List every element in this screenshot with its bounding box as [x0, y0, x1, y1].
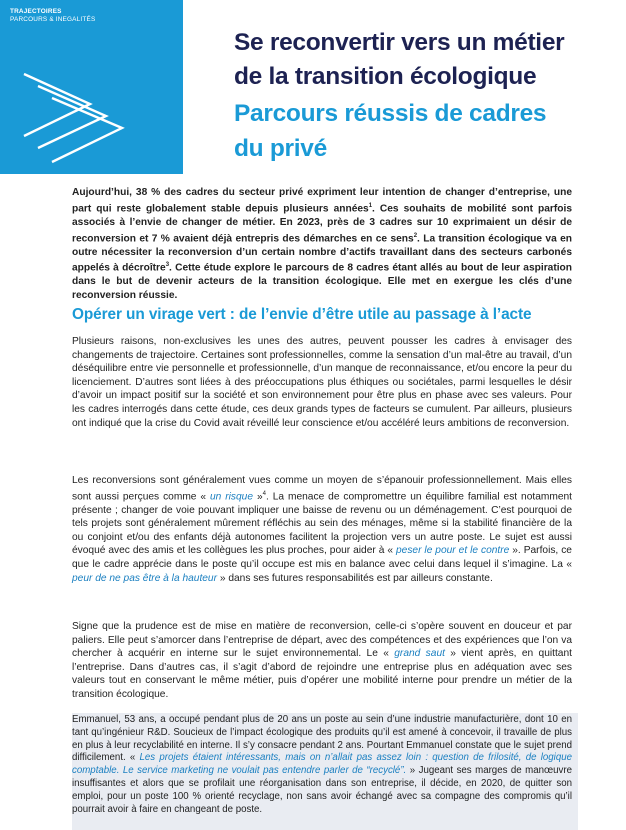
- page-title: [234, 26, 614, 94]
- footnote-ref[interactable]: 4: [262, 490, 266, 497]
- testimony-text: Emmanuel, 53 ans, a occupé pendant plus de 20 ans un poste au sein d’une industrie manufacturière, dont 10 en tant qu’ingénieur R&D. Soucieux de l’impact écologique des produits qu’il est amené à concevoir, il travaille de plus en plus à leur recyclabilité en interne. Il s’y consacre pendant 2 ans. Pourtant Emmanuel constate que le sujet prend difficilement. « Les projets étaient intéressants, mais on n’allait pas assez loin : question de frilosité, de logique comptable. Le service marketing ne voulait pas entendre parler de “recyclé”. » Jugeant ses marges de manœuvre insuffisantes et alors que se profilait une réorganisation dans son entreprise, il décide, en 2020, de quitter son emploi, pour un poste 100 % orienté recyclage, non sans avoir échangé avec sa compagne des compromis qu’il pourrait avoir à faire en changeant de poste.: [72, 714, 573, 815]
- footnote-ref[interactable]: 2: [413, 232, 418, 239]
- subtitle-line-1: Parcours réussis de cadres: [234, 100, 547, 127]
- title-line-2: de la transition écologique: [234, 63, 537, 90]
- quote: peser le pour et le contre: [395, 545, 510, 557]
- quote: Les projets étaient intéressants, mais on n’allait pas assez loin : question de frilosité, de logique comptable. Le service marketing ne voulait pas entendre parler de “recyclé”.: [72, 752, 572, 777]
- footnote-ref[interactable]: 1: [368, 202, 373, 209]
- body-paragraph-2: Les reconversions sont généralement vues comme un moyen de s’épanouir professionnellement. Mais elles sont aussi perçues comme « un risque »$^4$. La menace de compromettre un équilibre familial est notamment présente ; changer de voie pouvant impliquer une baisse de revenu ou un déménagement. C’est pourquoi de tels projets sont généralement mûrement réfléchis au sein des ménages, même si la stabilité financière de la ou conjoint et/ou des enfants déjà autonomes facilitent la projection vers un autre poste. Le sujet est aussi évoqué avec des amis et les collègues les plus proches, pour aider à « peser le pour et le contre ». Parfois, ce que le cadre apprécie dans le poste qu’il occupe est mis en balance avec celui dans lequel il s’imagine. La « peur de ne pas être à la hauteur » dans ses futures responsabilités est par ailleurs constante.: [72, 475, 573, 584]
- page-subtitle: [234, 96, 614, 166]
- title-line-1: Se reconvertir vers un métier: [234, 29, 565, 56]
- chevrons-logo-icon: [22, 66, 132, 166]
- intro-paragraph: Aujourd’hui, 38 % des cadres du secteur privé expriment leur intention de changer d’entreprise, une part qui reste globalement stable depuis plusieurs années$^1$. Ces souhaits de mobilité sont parfois associés à l’envie de changer de métier. En 2023, près de 3 cadres sur 10 exprimaient un désir de reconversion et 7 % avaient déjà entrepris des démarches en ce sens$^2$. La transition écologique va en outre nécessiter la reconversion d’un certain nombre d’actifs travaillant dans des secteurs carbonés appelés à décroître$^3$. Cette étude explore le parcours de 8 cadres étant allés au bout de leur aspiration dans le but de devenir acteurs de la transition écologique. Elle met en exergue les clés d’une reconversion réussie.: [72, 187, 573, 302]
- quote: peur de ne pas être à la hauteur: [72, 572, 217, 584]
- subtitle-line-2: du privé: [234, 135, 327, 162]
- body-paragraph-1: Plusieurs raisons, non-exclusives les unes des autres, peuvent pousser les cadres à envisager des changements de trajectoire. Certaines sont professionnelles, comme la sensation d’un mal-être au travail, d’un déséquilibre entre vie personnelle et professionnelle, d’un manque de reconnaissance, et/ou encore la peur du licenciement. D’autres sont liées à des préoccupations plus éthiques ou sociétales, parmi lesquelles le désir d’avoir un impact positif sur la société et son environnement pour être plus en phase avec ses valeurs. Pour les cadres interrogés dans cette étude, ces deux grands types de facteurs se cumulent. Par ailleurs, plusieurs ont indiqué que la crise du Covid avait réveillé leur conscience et/ou accéléré leurs ambitions de reconversion.: [72, 336, 572, 429]
- header-block: [0, 0, 183, 174]
- section-heading: Opérer un virage vert : de l’envie d’être utile au passage à l’acte: [72, 306, 532, 323]
- quote: grand saut: [394, 648, 445, 660]
- body-paragraph-3: Signe que la prudence est de mise en matière de reconversion, celle-ci s’opère souvent en douceur et par paliers. Elle peut s’amorcer dans l’entreprise de départ, avec des compétences et des expériences que l’on va chercher à acquérir en interne sur le sujet environnemental. Le « grand saut » vient après, en quittant l’entreprise. Dans d’autres cas, il s’agit d’abord de rejoindre une entreprise plus en adéquation avec ses valeurs tout en conservant le même métier, puis d’opérer une mobilité interne pour prendre un métier de la transition écologique.: [72, 621, 572, 700]
- quote: un risque: [210, 490, 254, 502]
- kicker-series-subtitle: PARCOURS & INEGALITÉS: [10, 16, 96, 23]
- footnote-ref[interactable]: 3: [165, 262, 170, 269]
- kicker-series-name: TRAJECTOIRES: [10, 8, 62, 15]
- series-kicker: [10, 8, 95, 24]
